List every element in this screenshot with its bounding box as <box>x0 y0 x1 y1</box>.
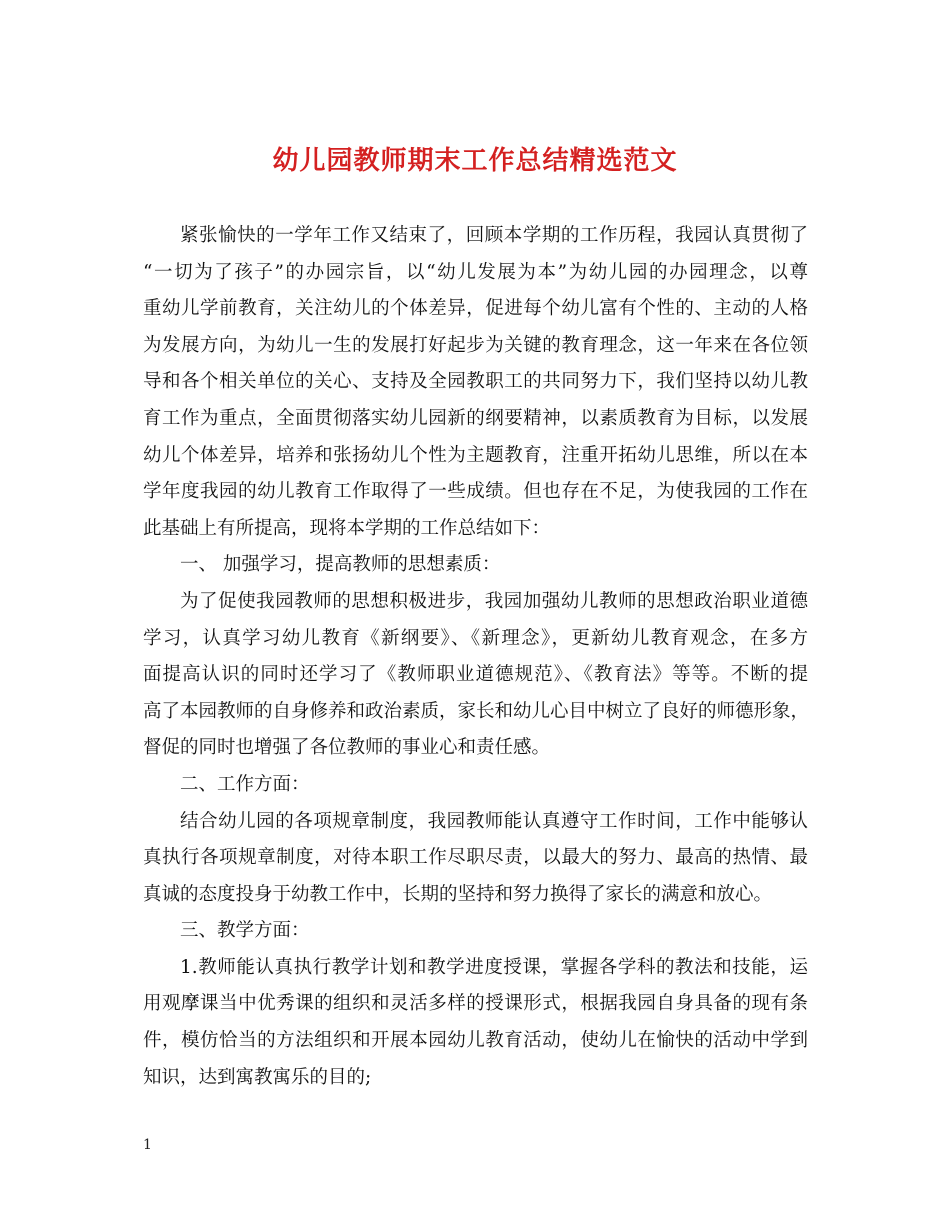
text-line: 此基础上有所提高，现将本学期的工作总结如下： <box>143 517 551 539</box>
text-line: 为了促使我园教师的思想积极进步，我园加强幼儿教师的思想政治职业道德 <box>180 590 808 612</box>
text-line: 学年度我园的幼儿教育工作取得了一些成绩。但也存在不足，为使我园的工作在 <box>143 481 808 503</box>
text-line: 为发展方向，为幼儿一生的发展打好起步为关键的教育理念，这一年来在各位领 <box>143 334 808 356</box>
text-line: 知识，达到寓教寓乐的目的; <box>143 1066 372 1088</box>
page-number: 1 <box>143 1137 152 1153</box>
text-line: 面提高认识的同时还学习了《教师职业道德规范》、《教育法》等等。不断的提 <box>143 664 808 686</box>
text-line: 育工作为重点，全面贯彻落实幼儿园新的纲要精神，以素质教育为目标，以发展 <box>143 407 808 429</box>
text-line: 紧张愉快的一学年工作又结束了，回顾本学期的工作历程，我园认真贯彻了 <box>180 225 808 246</box>
document-title: 幼儿园教师期末工作总结精选范文 <box>272 146 678 176</box>
text-line: 件，模仿恰当的方法组织和开展本园幼儿教育活动，使幼儿在愉快的活动中学到 <box>143 1030 808 1052</box>
text-line: 督促的同时也增强了各位教师的事业心和责任感。 <box>143 737 551 759</box>
text-line: 结合幼儿园的各项规章制度，我园教师能认真遵守工作时间，工作中能够认 <box>180 810 808 832</box>
text-line: 用观摩课当中优秀课的组织和灵活多样的授课形式，根据我园自身具备的现有条 <box>143 993 808 1015</box>
text-line: 1.教师能认真执行教学计划和教学进度授课，掌握各学科的教法和技能，运 <box>180 956 808 978</box>
text-line: 学习，认真学习幼儿教育《新纲要》、《新理念》，更新幼儿教育观念，在多方 <box>143 627 808 649</box>
text-line: 真诚的态度投身于幼教工作中，长期的坚持和努力换得了家长的满意和放心。 <box>143 883 773 905</box>
text-line: 真执行各项规章制度，对待本职工作尽职尽责，以最大的努力、最高的热情、最 <box>143 847 808 869</box>
text-line: “一切为了孩子”的办园宗旨，以“幼儿发展为本”为幼儿园的办园理念，以尊 <box>143 261 808 283</box>
section-heading: 二、工作方面： <box>180 773 310 795</box>
text-line: 高了本园教师的自身修养和政治素质，家长和幼儿心目中树立了良好的师德形象， <box>143 700 810 722</box>
section-heading: 三、教学方面： <box>180 920 310 942</box>
text-line: 导和各个相关单位的关心、支持及全园教职工的共同努力下，我们坚持以幼儿教 <box>143 371 808 393</box>
text-line: 重幼儿学前教育，关注幼儿的个体差异，促进每个幼儿富有个性的、主动的人格 <box>143 298 808 320</box>
section-heading: 一、 加强学习，提高教师的思想素质： <box>180 554 501 576</box>
document-body <box>143 218 808 1096</box>
text-line: 幼儿个体差异，培养和张扬幼儿个性为主题教育，注重开拓幼儿思维，所以在本 <box>143 444 808 466</box>
